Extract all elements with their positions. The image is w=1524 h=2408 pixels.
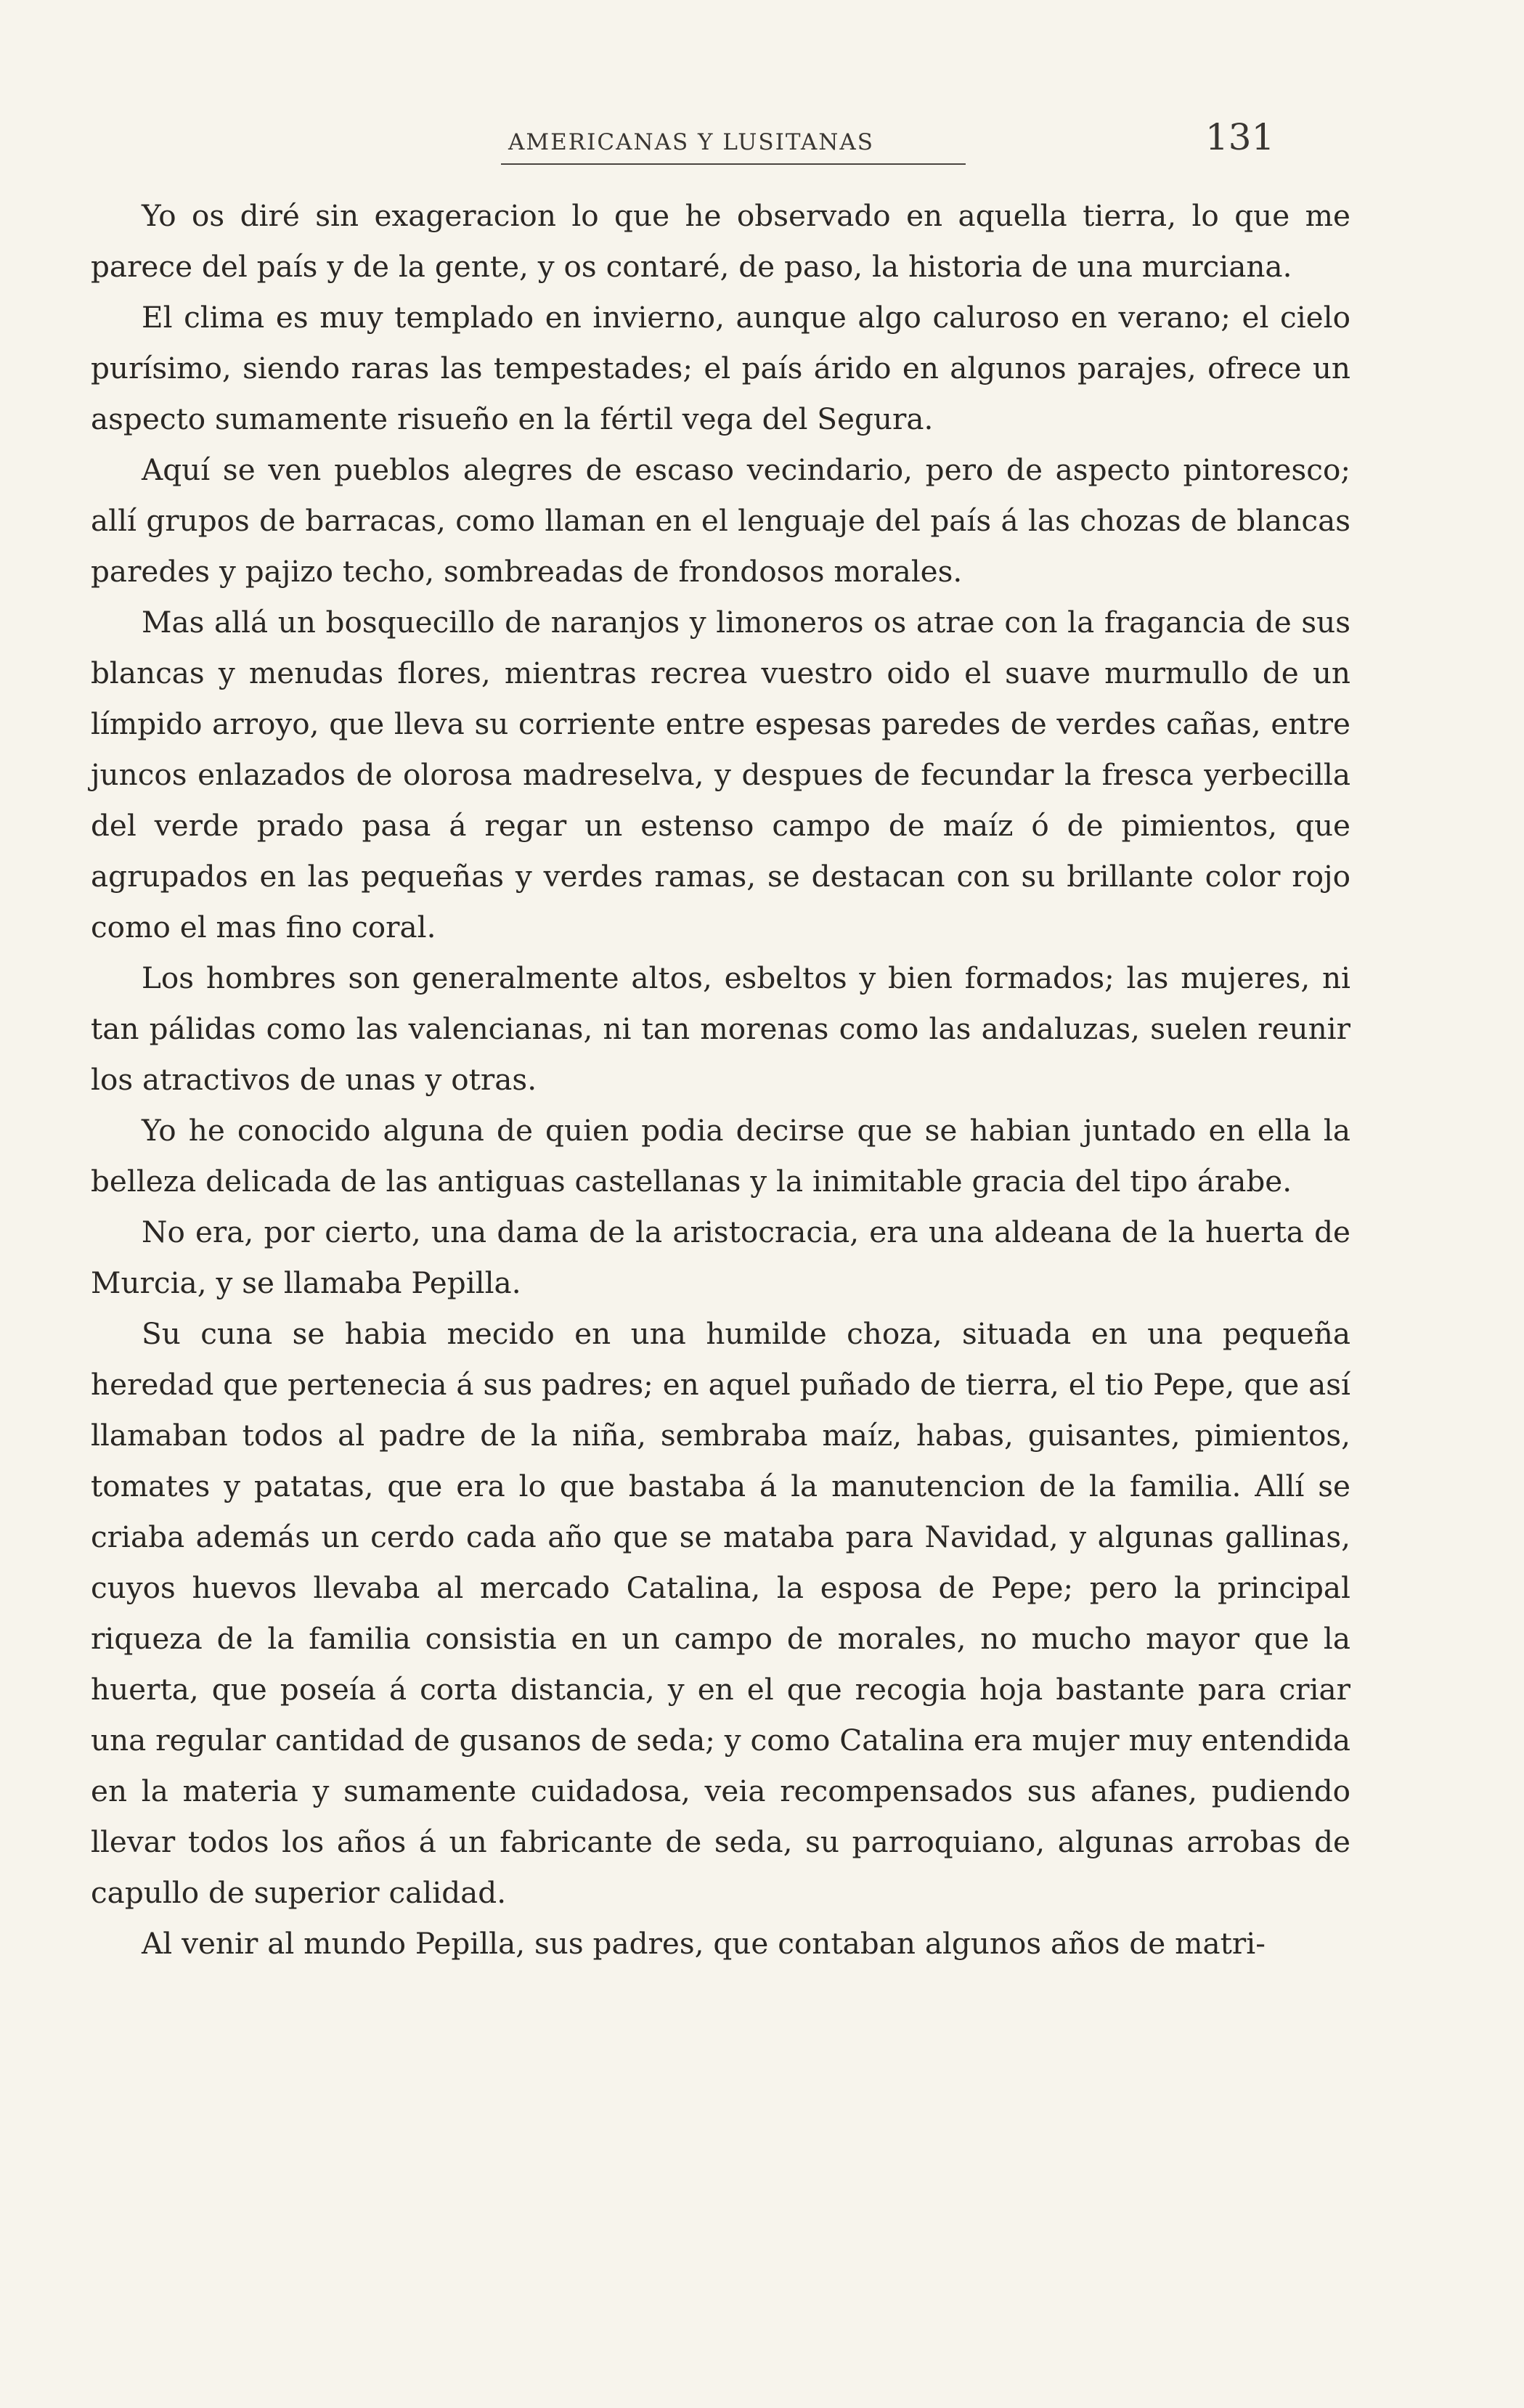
paragraph: Aquí se ven pueblos alegres de escaso vecindario, pero de aspecto pintoresco; allí grupos de barracas, como llaman en el lenguaje del país á las chozas de blancas paredes y pajizo techo, sombreadas de frondosos morales. [91,452,1350,589]
paragraph: Mas allá un bosquecillo de naranjos y limoneros os atrae con la fragancia de sus blancas y menudas flores, mientras recrea vuestro oido el suave murmullo de un límpido arroyo, que lleva su corriente entre espesas paredes de verdes cañas, entre juncos enlazados de olorosa madreselva, y despues de fecundar la fresca yerbecilla del verde prado pasa á regar un estenso campo de maíz ó de pimientos, que agrupados en las pequeñas y verdes ramas, se destacan con su brillante color rojo como el mas fino coral. [91,605,1350,944]
page-number: 131 [1205,116,1275,158]
running-title: AMERICANAS Y LUSITANAS [508,129,874,155]
paragraph: Yo he conocido alguna de quien podia decirse que se habian juntado en ella la belleza delicada de las antiguas castellanas y la inimitable gracia del tipo árabe. [91,1113,1350,1199]
paragraph: Los hombres son generalmente altos, esbeltos y bien formados; las mujeres, ni tan pálidas como las valencianas, ni tan morenas como las andaluzas, suelen reunir los atractivos de unas y otras. [91,960,1350,1097]
header-rule [501,163,966,165]
paragraph: Al venir al mundo Pepilla, sus padres, que contaban algunos años de matri- [142,1926,1266,1961]
paragraph: Su cuna se habia mecido en una humilde choza, situada en una pequeña heredad que pertenecia á sus padres; en aquel puñado de tierra, el tio Pepe, que así llamaban todos al padre de la niña, sembraba maíz, habas, guisantes, pimientos, tomates y patatas, que era lo que bastaba á la manutencion de la familia. Allí se criaba además un cerdo cada año que se mataba para Navidad, y algunas gallinas, cuyos huevos llevaba al mercado Catalina, la esposa de Pepe; pero la principal riqueza de la familia consistia en un campo de morales, no mucho mayor que la huerta, que poseía á corta distancia, y en el que recogia hoja bastante para criar una regular cantidad de gusanos de seda; y como Catalina era mujer muy entendida en la materia y sumamente cuidadosa, veia recompensados sus afanes, pudiendo llevar todos los años á un fabricante de seda, su parroquiano, algunas arrobas de capullo de superior calidad. [91,1316,1351,1910]
paragraph: El clima es muy templado en invierno, aunque algo caluroso en verano; el cielo purísimo, siendo raras las tempestades; el país árido en algunos parajes, ofrece un aspecto sumamente risueño en la fértil vega del Segura. [91,300,1350,436]
paragraph: Yo os diré sin exageracion lo que he observado en aquella tierra, lo que me parece del país y de la gente, y os contaré, de paso, la historia de una murciana. [91,198,1350,284]
body-text [91,190,1350,1969]
paragraph: No era, por cierto, una dama de la aristocracia, era una aldeana de la huerta de Murcia, y se llamaba Pepilla. [91,1215,1350,1300]
